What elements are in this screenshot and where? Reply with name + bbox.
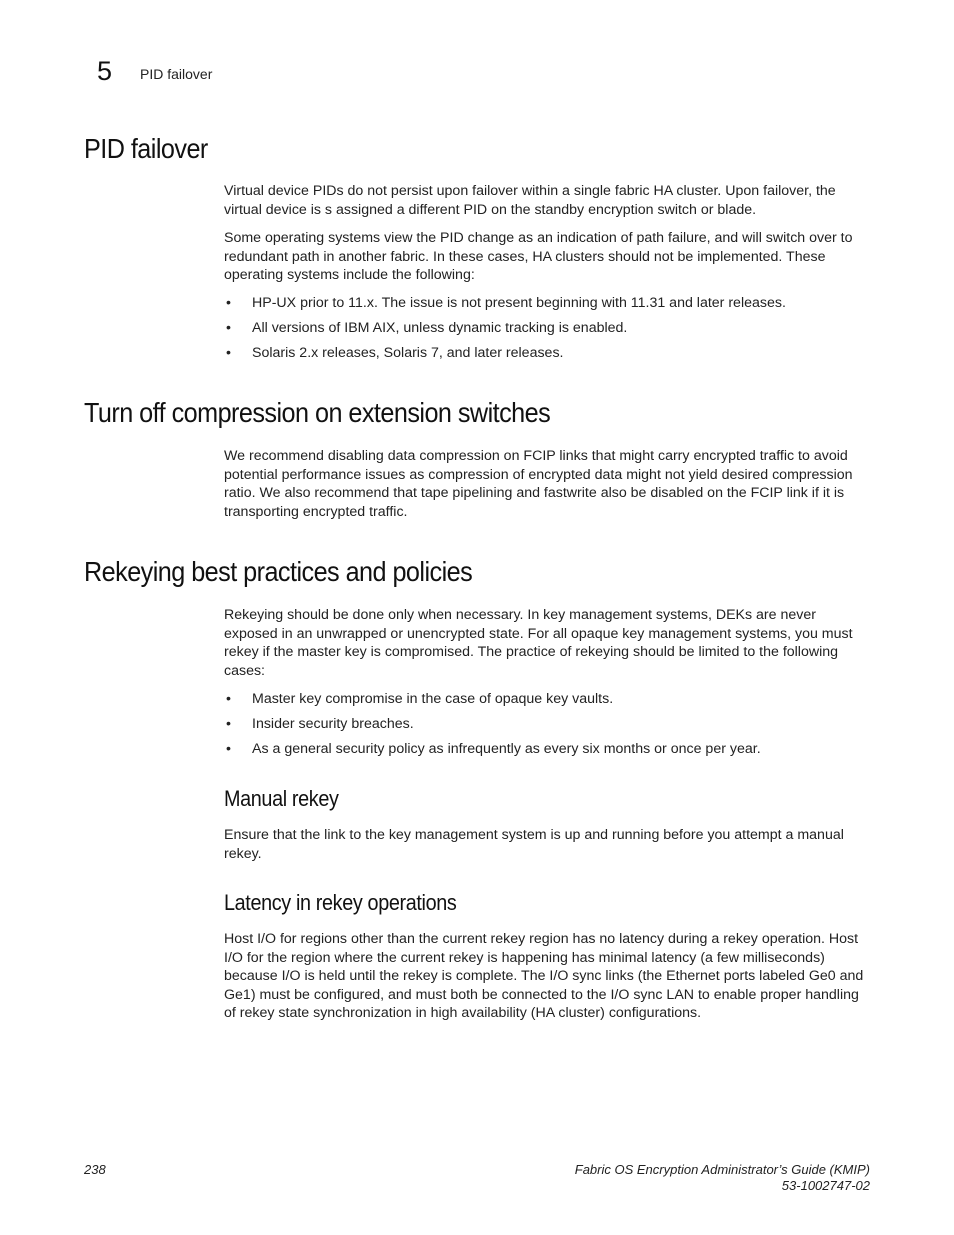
subsection-title-latency: Latency in rekey operations bbox=[224, 890, 457, 915]
list-item-text: As a general security policy as infrequently as every six months or once per year. bbox=[252, 741, 761, 757]
bullet-icon: • bbox=[226, 691, 231, 707]
list-item-text: Master key compromise in the case of opaque key vaults. bbox=[252, 691, 614, 707]
section-title-rekeying: Rekeying best practices and policies bbox=[84, 556, 473, 587]
bullet-icon: • bbox=[226, 716, 231, 732]
running-header-title: PID failover bbox=[140, 66, 213, 82]
footer-doc-info bbox=[575, 1162, 870, 1194]
bullet-icon: • bbox=[226, 345, 231, 361]
footer-doc-title: Fabric OS Encryption Administrator’s Guide (KMIP) bbox=[574, 1162, 870, 1177]
list-item bbox=[224, 344, 870, 369]
subsection-title-manual-rekey: Manual rekey bbox=[224, 786, 339, 811]
chapter-number: 5 bbox=[97, 56, 113, 86]
paragraph: Host I/O for regions other than the current rekey region has no latency during a rekey operation. Host I/O for the region where the current rekey is happening has minimal latency (a few milliseconds) because I/O is held until the rekey is complete. The I/O sync links (the Ethernet ports labeled Ge0 and Ge1) must be configured, and must both be connected to the I/O sync LAN to enable proper handling of rekey state synchronization in high availability (HA cluster) configurations. bbox=[224, 931, 864, 1022]
paragraph: Virtual device PIDs do not persist upon failover within a single fabric HA cluster. Upon failover, the virtual device is s assigned a different PID on the standby encryption switch or blade. bbox=[224, 183, 836, 218]
bullet-list bbox=[224, 690, 870, 765]
section-title-pid-failover: PID failover bbox=[84, 133, 208, 164]
page-number: 238 bbox=[84, 1162, 106, 1177]
bullet-icon: • bbox=[226, 320, 231, 336]
list-item bbox=[224, 715, 870, 740]
paragraph: Ensure that the link to the key management system is up and running before you attempt a manual rekey. bbox=[224, 827, 844, 862]
paragraph: Some operating systems view the PID change as an indication of path failure, and will switch over to redundant path in another fabric. In these cases, HA clusters should not be implemented. These operating systems include the following: bbox=[224, 230, 853, 284]
list-item-text: HP-UX prior to 11.x. The issue is not present beginning with 11.31 and later releases. bbox=[252, 295, 786, 311]
paragraph: We recommend disabling data compression on FCIP links that might carry encrypted traffic to avoid potential performance issues as compression of encrypted data might not yield desired compression ratio. We also recommend that tape pipelining and fastwrite also be disabled on the FCIP link if it is transporting encrypted traffic. bbox=[224, 448, 853, 520]
list-item-text: Solaris 2.x releases, Solaris 7, and later releases. bbox=[252, 345, 564, 361]
list-item bbox=[224, 294, 870, 319]
bullet-list bbox=[224, 294, 870, 369]
section-title-compression: Turn off compression on extension switches bbox=[84, 397, 551, 428]
list-item-text: All versions of IBM AIX, unless dynamic tracking is enabled. bbox=[252, 320, 628, 336]
list-item bbox=[224, 740, 870, 765]
footer-doc-number: 53-1002747-02 bbox=[781, 1178, 870, 1193]
bullet-icon: • bbox=[226, 741, 231, 757]
paragraph: Rekeying should be done only when necessary. In key management systems, DEKs are never exposed in an unwrapped or unencrypted state. For all opaque key management systems, you must rekey if the master key is compromised. The practice of rekeying should be limited to the following cases: bbox=[224, 607, 853, 679]
list-item bbox=[224, 319, 870, 344]
list-item-text: Insider security breaches. bbox=[252, 716, 414, 732]
bullet-icon: • bbox=[226, 295, 231, 311]
list-item bbox=[224, 690, 870, 715]
